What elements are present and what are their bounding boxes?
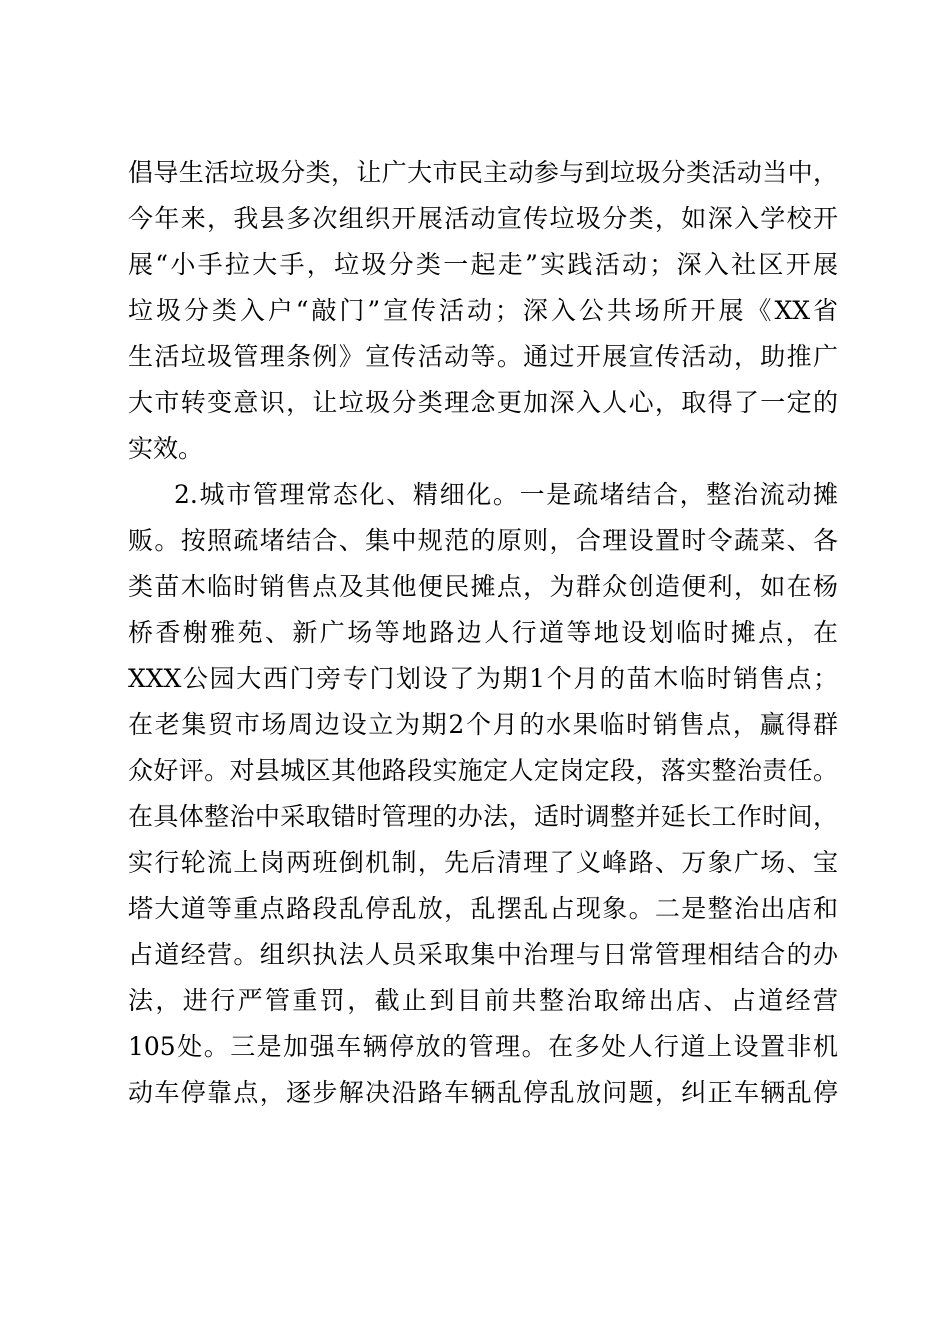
text-line: 在具体整治中采取错时管理的办法，适时调整并延长工作时间， bbox=[128, 802, 838, 831]
paragraph-garbage-sorting bbox=[128, 150, 838, 472]
text-line: 动车停靠点，逐步解决沿路车辆乱停乱放问题，纠正车辆乱停 bbox=[128, 1078, 838, 1107]
text-line: 展“小手拉大手，垃圾分类一起走”实践活动；深入社区开展 bbox=[128, 250, 838, 279]
text-line: 在老集贸市场周边设立为期2个月的水果临时销售点，赢得群 bbox=[128, 710, 838, 739]
paragraph-city-management bbox=[128, 472, 838, 1116]
text-line: 塔大道等重点路段乱停乱放，乱摆乱占现象。二是整治出店和 bbox=[128, 894, 838, 923]
text-line: 105处。三是加强车辆停放的管理。在多处人行道上设置非机 bbox=[128, 1032, 838, 1061]
text-line: 桥香榭雅苑、新广场等地路边人行道等地设划临时摊点，在 bbox=[128, 618, 838, 647]
document-body bbox=[128, 150, 838, 1116]
text-line: 占道经营。组织执法人员采取集中治理与日常管理相结合的办 bbox=[128, 940, 838, 969]
text-line: 倡导生活垃圾分类，让广大市民主动参与到垃圾分类活动当中， bbox=[128, 158, 838, 187]
text-line: 众好评。对县城区其他路段实施定人定岗定段，落实整治责任。 bbox=[128, 756, 838, 785]
text-line: 实效。 bbox=[128, 434, 204, 463]
text-line: XXX公园大西门旁专门划设了为期1个月的苗木临时销售点； bbox=[128, 664, 838, 693]
text-line: 今年来，我县多次组织开展活动宣传垃圾分类，如深入学校开 bbox=[128, 204, 838, 233]
text-line: 大市转变意识，让垃圾分类理念更加深入人心，取得了一定的 bbox=[128, 388, 838, 417]
text-line: 2.城市管理常态化、精细化。一是疏堵结合，整治流动摊 bbox=[174, 480, 838, 509]
text-line: 垃圾分类入户“敲门”宣传活动；深入公共场所开展《XX省 bbox=[128, 296, 838, 325]
text-line: 法，进行严管重罚，截止到目前共整治取缔出店、占道经营 bbox=[128, 986, 838, 1015]
text-line: 实行轮流上岗两班倒机制，先后清理了义峰路、万象广场、宝 bbox=[128, 848, 838, 877]
text-line: 贩。按照疏堵结合、集中规范的原则，合理设置时令蔬菜、各 bbox=[128, 526, 838, 555]
text-line: 类苗木临时销售点及其他便民摊点，为群众创造便利，如在杨 bbox=[128, 572, 838, 601]
text-line: 生活垃圾管理条例》宣传活动等。通过开展宣传活动，助推广 bbox=[128, 342, 838, 371]
